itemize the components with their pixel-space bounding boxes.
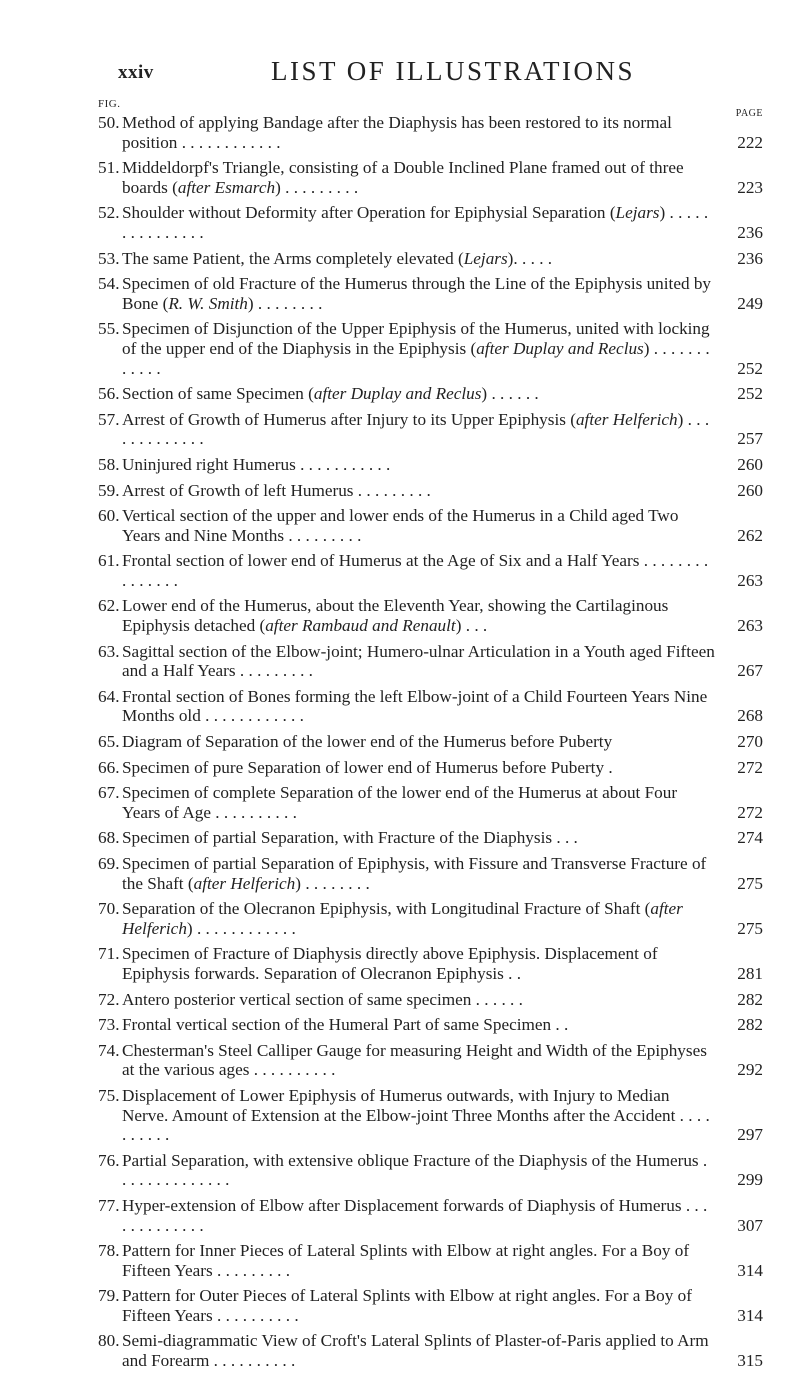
figure-caption: [122, 944, 715, 983]
figure-number: 60.: [98, 506, 120, 526]
figure-caption: [122, 783, 715, 822]
caption-text: Diagram of Separation of the lower end of the Humerus before Puberty: [122, 732, 613, 752]
list-item: [98, 828, 763, 848]
leader-dots: . . . . . . . . . .: [212, 1305, 299, 1325]
page-reference: 292: [737, 1060, 763, 1080]
list-item: [98, 596, 763, 635]
list-item: [98, 113, 763, 152]
caption-text: Chesterman's Steel Calliper Gauge for measuring Height and Width of the Epiphyses at the various ages: [122, 1040, 707, 1080]
leader-dots: . . . . . . . . . . . .: [200, 706, 304, 726]
leader-dots: . . . . . . . . . . . . . .: [122, 1150, 708, 1190]
leader-dots: . . . . . .: [487, 384, 539, 404]
figure-number: 65.: [98, 732, 120, 752]
figure-number: 50.: [98, 113, 120, 132]
figure-number: 74.: [98, 1040, 120, 1060]
caption-text: Semi-diagrammatic View of Croft's Lateral Splints of Plaster-of-Paris applied to Arm and Forearm: [122, 1331, 709, 1371]
figure-number: 57.: [98, 409, 120, 429]
page-reference: 314: [737, 1260, 763, 1280]
figure-caption: [122, 1015, 715, 1035]
figure-number: 72.: [98, 989, 120, 1009]
figure-caption: [122, 899, 715, 938]
leader-dots: . . . . . . . . . . . . .: [122, 409, 710, 449]
caption-text: Arrest of Growth of left Humerus: [122, 480, 354, 500]
caption-close: ): [186, 918, 193, 938]
caption-text: Frontal vertical section of the Humeral Part of same Specimen: [122, 1015, 552, 1035]
caption-attribution: after Esmarch: [177, 177, 276, 197]
list-item: [98, 758, 763, 778]
figure-caption: [122, 158, 715, 197]
figure-number: 70.: [98, 899, 120, 919]
caption-attribution: after Helferich: [122, 899, 683, 938]
figure-number: 80.: [98, 1331, 120, 1351]
caption-text: Lower end of the Humerus, about the Eleventh Year, showing the Cartilaginous Epiphysis detached (: [122, 596, 669, 636]
page-reference: 268: [737, 706, 763, 726]
page-reference: 260: [737, 454, 763, 474]
figure-caption: [122, 854, 715, 893]
page-reference: 274: [737, 828, 763, 848]
list-item: [98, 1151, 763, 1190]
page-reference: 257: [737, 429, 763, 449]
figure-number: 52.: [98, 203, 120, 223]
list-item: [98, 384, 763, 404]
figure-caption: [122, 990, 715, 1010]
caption-close: ): [455, 616, 462, 636]
caption-close: ): [275, 177, 281, 197]
figure-number: 79.: [98, 1286, 120, 1306]
list-item: [98, 249, 763, 269]
leader-dots: . . . . . . . .: [301, 873, 370, 893]
caption-text: Specimen of Fracture of Diaphysis directly above Epiphysis. Displacement of Epiphysis forwards. Separation of Olecranon Epiphysis: [122, 944, 658, 983]
page-reference: 222: [737, 132, 763, 152]
list-item: [98, 551, 763, 590]
page-reference: 299: [737, 1170, 763, 1190]
page-reference: 252: [737, 358, 763, 378]
page-reference: 275: [737, 918, 763, 938]
leader-dots: . . . . . . . . . .: [210, 802, 297, 822]
list-item: [98, 158, 763, 197]
page-reference: 281: [737, 963, 763, 983]
figure-number: 76.: [98, 1150, 120, 1170]
list-item: [98, 1241, 763, 1280]
list-item: [98, 687, 763, 726]
page-number: xxiv: [118, 62, 154, 83]
figure-number: 69.: [98, 854, 120, 873]
caption-text: Sagittal section of the Elbow-joint; Humero-ulnar Articulation in a Youth aged Fifteen and a Half Years: [122, 641, 715, 681]
page-reference: 275: [737, 873, 763, 893]
caption-close: ): [295, 873, 302, 893]
figure-caption: [122, 384, 715, 404]
page-reference: 270: [737, 732, 763, 752]
page-reference: 307: [737, 1215, 763, 1235]
page-reference: 263: [737, 570, 763, 590]
figure-number: 77.: [98, 1195, 120, 1215]
caption-text: Shoulder without Deformity after Operation for Epiphysial Separation (: [122, 203, 616, 223]
figure-number: 67.: [98, 783, 120, 803]
leader-dots: . . . . . . . . . . . .: [192, 918, 296, 938]
page-reference: 282: [737, 1015, 763, 1035]
figure-caption: [122, 410, 715, 449]
figure-caption: [122, 481, 715, 501]
figure-number: 51.: [98, 158, 120, 178]
list-item: [98, 274, 763, 313]
figure-caption: [122, 758, 715, 778]
caption-text: Vertical section of the upper and lower ends of the Humerus in a Child aged Two Years and Nine Months: [122, 506, 679, 545]
caption-attribution: after Duplay and Reclus: [476, 338, 644, 358]
caption-attribution: after Helferich: [193, 873, 296, 893]
caption-attribution: Lejars: [463, 248, 508, 268]
figure-caption: [122, 1286, 715, 1325]
leader-dots: . . . . . . . . .: [284, 525, 362, 545]
caption-text: Frontal section of Bones forming the left Elbow-joint of a Child Fourteen Years Nine Months old: [122, 686, 708, 726]
figure-caption: [122, 1041, 715, 1080]
list-item: [98, 1015, 763, 1035]
page-reference: 260: [737, 480, 763, 500]
list-item: [98, 732, 763, 752]
caption-close: ): [247, 293, 254, 313]
leader-dots: . .: [503, 963, 522, 983]
figure-number: 55.: [98, 319, 120, 339]
caption-text: Antero posterior vertical section of same specimen: [122, 989, 472, 1009]
caption-text: Method of applying Bandage after the Diaphysis has been restored to its normal position: [122, 113, 672, 152]
figure-number: 62.: [98, 596, 120, 616]
figure-caption: [122, 687, 715, 726]
figure-number: 64.: [98, 686, 120, 706]
caption-text: Hyper-extension of Elbow after Displacement forwards of Diaphysis of Humerus: [122, 1195, 682, 1215]
figure-number: 78.: [98, 1241, 120, 1261]
illustrations-list: [98, 113, 763, 1377]
page-reference: 297: [737, 1125, 763, 1145]
leader-dots: . . . . . . . .: [253, 293, 323, 313]
caption-text: Separation of the Olecranon Epiphysis, with Longitudinal Fracture of Shaft (: [122, 899, 651, 919]
figure-caption: [122, 203, 715, 242]
list-item: [98, 1041, 763, 1080]
figure-caption: [122, 249, 715, 269]
figure-caption: [122, 113, 715, 152]
page-title: LIST OF ILLUSTRATIONS: [270, 56, 635, 86]
caption-text: Pattern for Outer Pieces of Lateral Splints with Elbow at right angles. For a Boy of Fifteen Years: [122, 1286, 692, 1325]
list-item: [98, 203, 763, 242]
caption-close: ): [659, 203, 666, 223]
fig-column-label: FIG.: [98, 98, 121, 110]
list-item: [98, 506, 763, 545]
caption-text: Partial Separation, with extensive oblique Fracture of the Diaphysis of the Humerus: [122, 1150, 699, 1170]
caption-text: Pattern for Inner Pieces of Lateral Splints with Elbow at right angles. For a Boy of Fifteen Years: [122, 1241, 690, 1280]
figure-caption: [122, 642, 715, 681]
figure-caption: [122, 274, 715, 313]
page-reference: 223: [737, 177, 763, 197]
page-reference: 252: [737, 384, 763, 404]
caption-text: Specimen of pure Separation of lower end of Humerus before Puberty: [122, 757, 605, 777]
figure-number: 61.: [98, 551, 120, 571]
figure-caption: [122, 1151, 715, 1190]
leader-dots: . . . . . . . . . .: [249, 1060, 336, 1080]
page-reference: 236: [737, 248, 763, 268]
figure-caption: [122, 1196, 715, 1235]
list-item: [98, 455, 763, 475]
list-item: [98, 642, 763, 681]
figure-caption: [122, 551, 715, 590]
leader-dots: . . . . . . . . .: [353, 480, 431, 500]
page-reference: 267: [737, 661, 763, 681]
list-item: [98, 319, 763, 378]
list-item: [98, 899, 763, 938]
list-item: [98, 410, 763, 449]
caption-attribution: after Rambaud and Renault: [265, 616, 456, 636]
list-item: [98, 944, 763, 983]
caption-text: Specimen of Disjunction of the Upper Epiphysis of the Humerus, united with locking of the upper end of the Diaphysis in the Epiphysis (: [122, 319, 710, 358]
leader-dots: . . . . . . . . . . . . . . .: [122, 551, 709, 590]
caption-text: Displacement of Lower Epiphysis of Humerus outwards, with Injury to Median Nerve. Amount of Extension at the Elbow-joint Three Months after the Accident: [122, 1085, 676, 1125]
figure-number: 63.: [98, 641, 120, 661]
list-item: [98, 783, 763, 822]
caption-text: Specimen of partial Separation of Epiphysis, with Fissure and Transverse Fracture of the Shaft (: [122, 854, 707, 893]
figure-number: 54.: [98, 274, 120, 294]
caption-text: Section of same Specimen (: [122, 384, 314, 404]
list-item: [98, 1331, 763, 1370]
leader-dots: . . . . . . . . . . .: [295, 454, 391, 474]
figure-number: 73.: [98, 1015, 120, 1035]
page-reference: 262: [737, 525, 763, 545]
caption-attribution: after Helferich: [575, 409, 678, 429]
leader-dots: . . . . . . . . . .: [209, 1351, 296, 1371]
leader-dots: . . . . . . . . . . . . .: [122, 1195, 708, 1235]
caption-text: Arrest of Growth of Humerus after Injury to its Upper Epiphysis (: [122, 409, 576, 429]
figure-number: 66.: [98, 757, 120, 777]
leader-dots: . . . . . . . . .: [280, 177, 359, 197]
figure-caption: [122, 319, 715, 378]
figure-caption: [122, 828, 715, 848]
figure-caption: [122, 732, 715, 752]
list-item: [98, 854, 763, 893]
leader-dots: . . . . . . . . . . . .: [177, 132, 281, 152]
page-reference: 236: [737, 222, 763, 242]
leader-dots: . . . .: [517, 248, 553, 268]
list-item: [98, 1196, 763, 1235]
caption-close: ): [643, 338, 650, 358]
list-item: [98, 481, 763, 501]
leader-dots: .: [604, 757, 613, 777]
page-reference: 315: [737, 1351, 763, 1371]
page-column-label: PAGE: [735, 108, 763, 119]
figure-number: 59.: [98, 480, 120, 500]
leader-dots: . . . . . . . . . . . .: [122, 338, 710, 378]
caption-close: ).: [507, 248, 518, 268]
figure-number: 68.: [98, 828, 120, 848]
figure-caption: [122, 1331, 715, 1370]
page-reference: 272: [737, 757, 763, 777]
caption-text: Frontal section of lower end of Humerus at the Age of Six and a Half Years: [122, 551, 640, 571]
figure-caption: [122, 596, 715, 635]
figure-number: 71.: [98, 944, 120, 964]
caption-text: Uninjured right Humerus: [122, 454, 296, 474]
caption-text: Specimen of old Fracture of the Humerus through the Line of the Epiphysis united by Bone (: [122, 274, 712, 313]
caption-close: ): [481, 384, 488, 404]
figure-number: 53.: [98, 248, 120, 268]
page-reference: 263: [737, 616, 763, 636]
leader-dots: . .: [551, 1015, 569, 1035]
page-reference: 272: [737, 802, 763, 822]
caption-attribution: Lejars: [615, 203, 660, 223]
figure-number: 75.: [98, 1085, 120, 1105]
caption-text: Specimen of partial Separation, with Fracture of the Diaphysis: [122, 828, 553, 848]
figure-caption: [122, 1086, 715, 1145]
list-item: [98, 990, 763, 1010]
figure-caption: [122, 506, 715, 545]
leader-dots: . . . . . . . . . . . . . . .: [122, 203, 709, 242]
figure-number: 58.: [98, 454, 120, 474]
leader-dots: . . . . . . . . .: [235, 661, 313, 681]
caption-text: Specimen of complete Separation of the lower end of the Humerus at about Four Years of Age: [122, 783, 678, 822]
caption-close: ): [677, 409, 684, 429]
page-reference: 249: [737, 293, 763, 313]
list-item: [98, 1086, 763, 1145]
caption-attribution: after Duplay and Reclus: [313, 384, 482, 404]
caption-attribution: R. W. Smith: [168, 293, 248, 313]
leader-dots: . . . . . . . . . .: [122, 1105, 710, 1145]
leader-dots: . . . . . . . . .: [212, 1260, 291, 1280]
leader-dots: . . .: [461, 616, 488, 636]
caption-text: Middeldorpf's Triangle, consisting of a Double Inclined Plane framed out of three boards (: [122, 158, 684, 197]
list-item: [98, 1286, 763, 1325]
figure-number: 56.: [98, 384, 120, 404]
page-reference: 314: [737, 1305, 763, 1325]
figure-caption: [122, 455, 715, 475]
leader-dots: . . . . . .: [471, 989, 523, 1009]
leader-dots: . . .: [552, 828, 578, 848]
caption-text: The same Patient, the Arms completely elevated (: [122, 248, 464, 268]
page-reference: 282: [737, 989, 763, 1009]
figure-caption: [122, 1241, 715, 1280]
running-head: [118, 56, 758, 100]
